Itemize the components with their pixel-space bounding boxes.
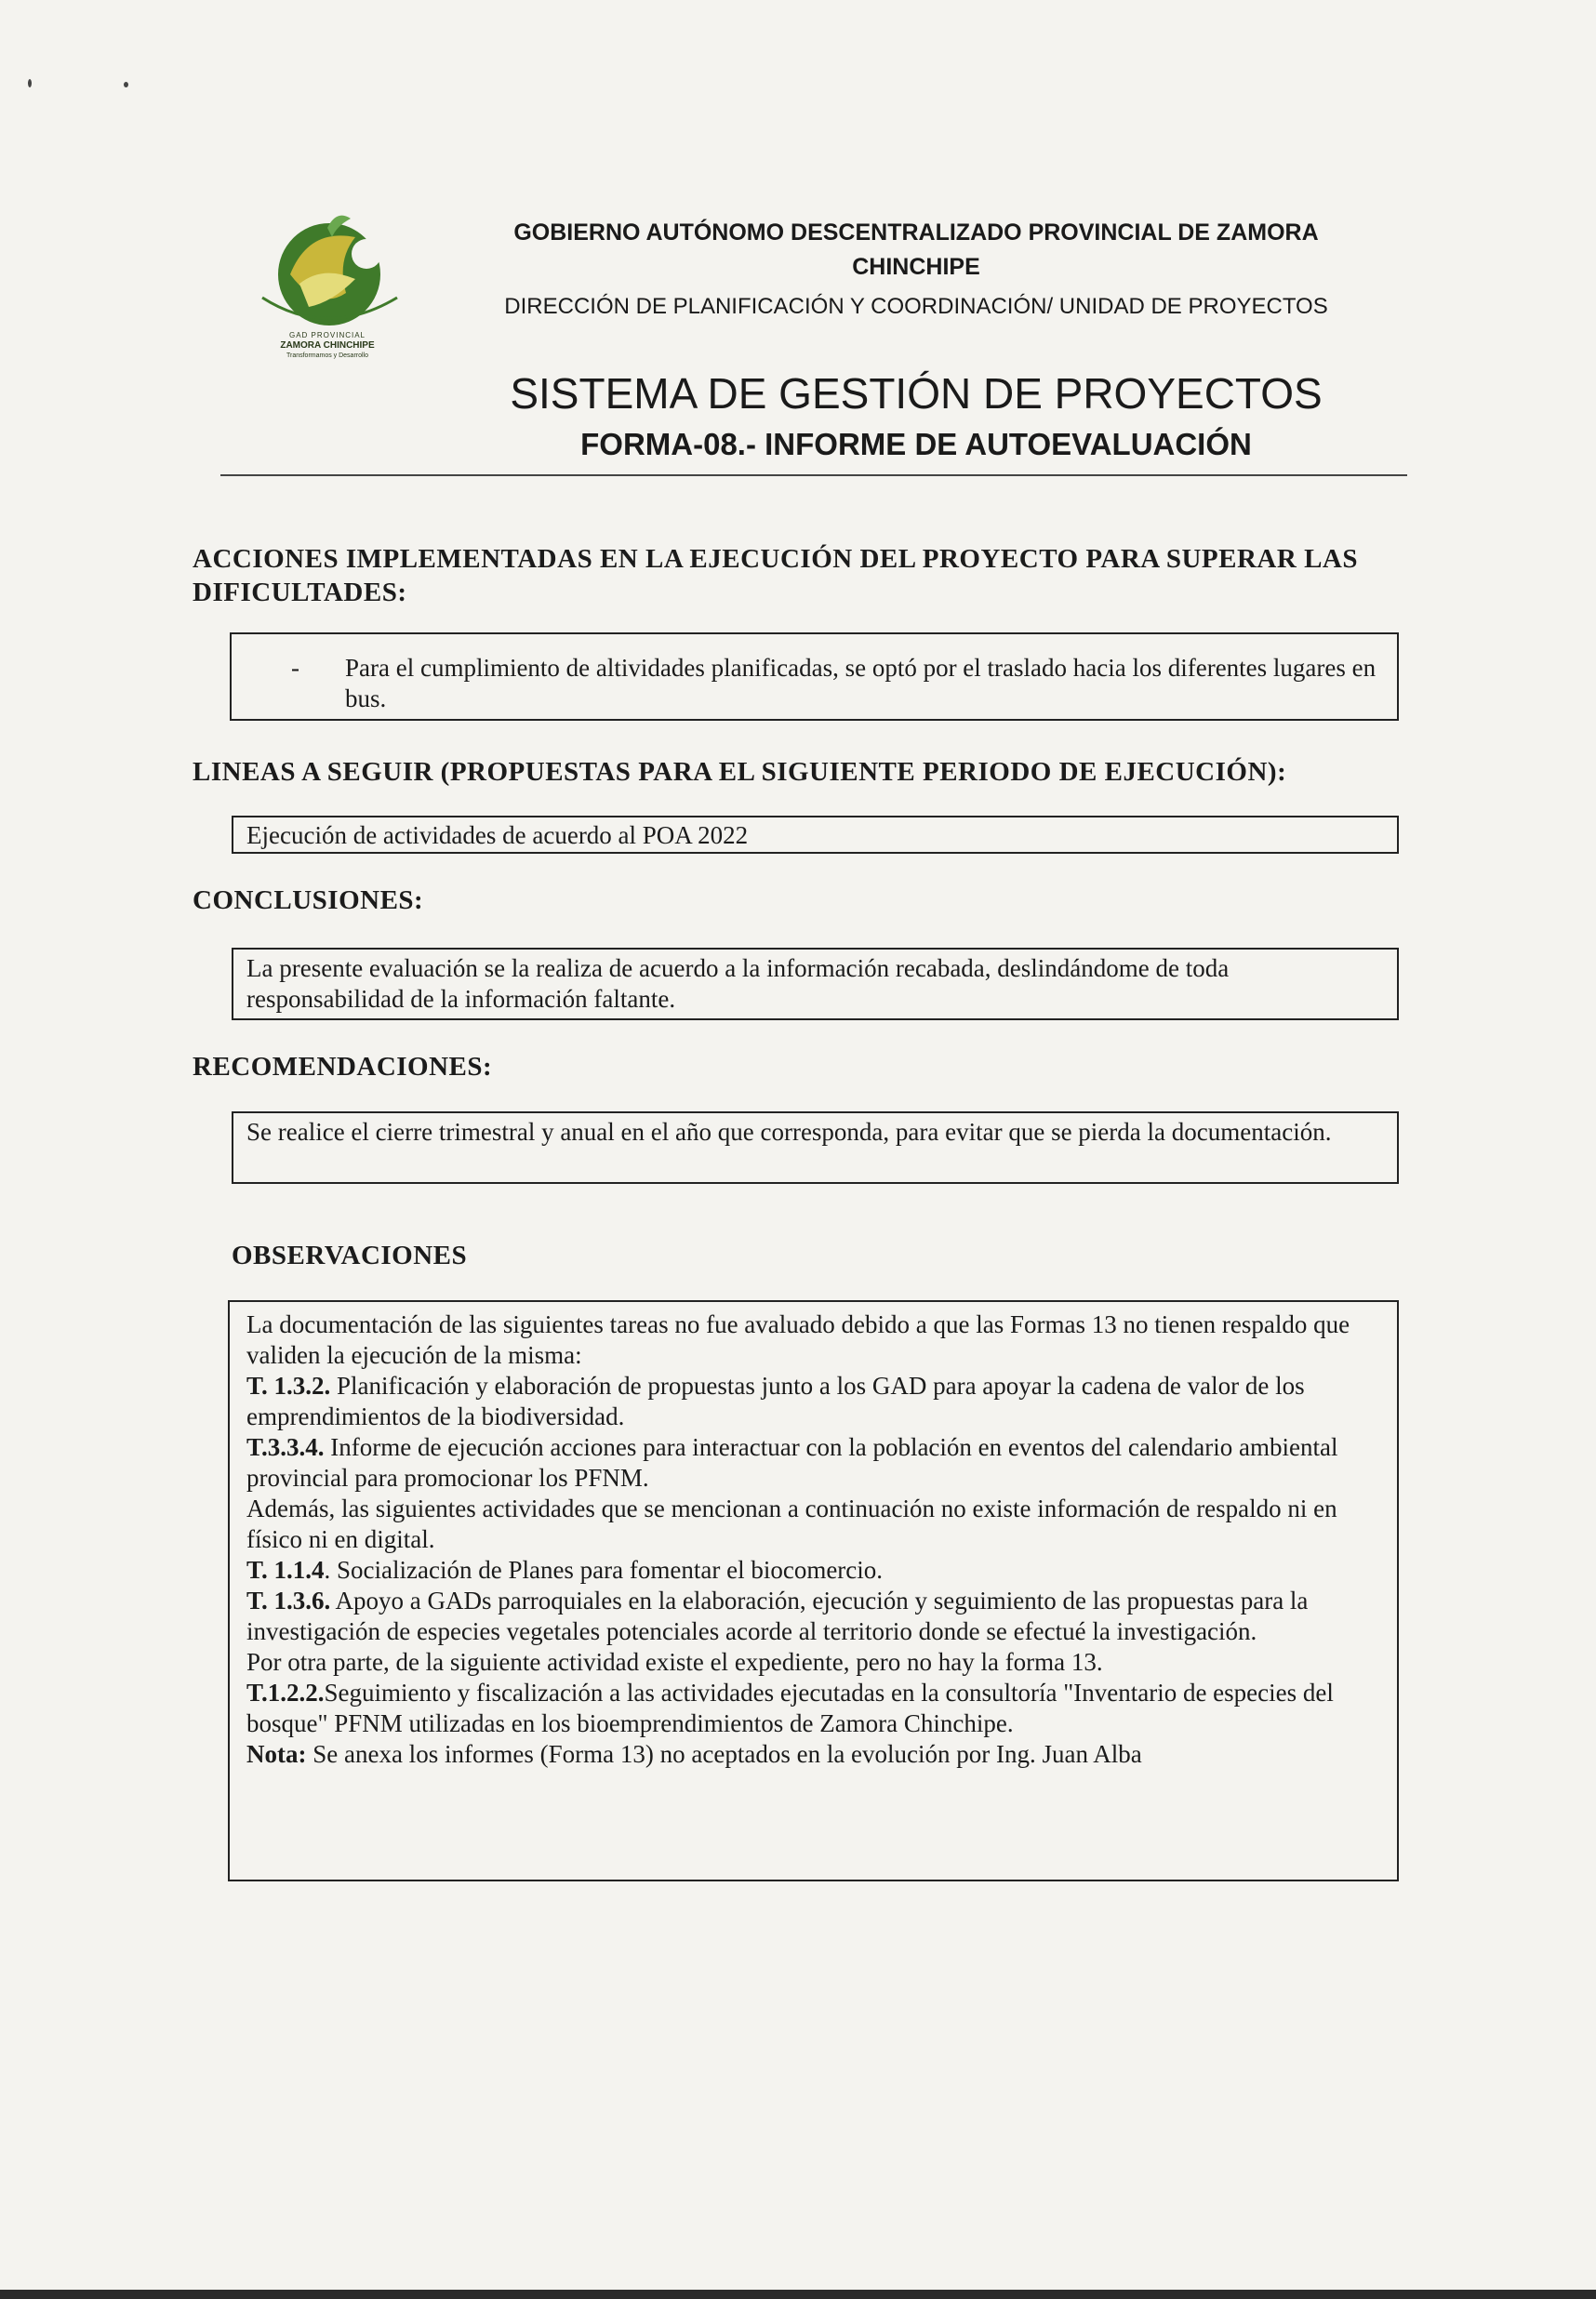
observaciones-text: Apoyo a GADs parroquiales en la elaboración, ejecución y seguimiento de las propuestas para la investigación de especies vegetales potenciales acorde al territorio donde se efectué la investigación. — [246, 1587, 1309, 1645]
observaciones-line — [246, 1647, 1384, 1678]
observaciones-line — [246, 1494, 1384, 1555]
recomendaciones-title: RECOMENDACIONES: — [193, 1052, 493, 1082]
scan-speck — [124, 82, 128, 87]
institution-name: GOBIERNO AUTÓNOMO DESCENTRALIZADO PROVINCIAL DE ZAMORA CHINCHIPE — [513, 219, 1319, 280]
observaciones-line — [246, 1309, 1384, 1371]
lineas-text: Ejecución de actividades de acuerdo al POA 2022 — [246, 821, 749, 849]
logo-caption-line: Transformamos y Desarrollo — [286, 352, 369, 359]
lineas-box — [232, 816, 1399, 854]
task-code: T. 1.3.2. — [246, 1372, 331, 1400]
form-title: FORMA-08.- INFORME DE AUTOEVALUACIÓN — [580, 427, 1252, 461]
recomendaciones-box — [232, 1111, 1399, 1184]
scan-bottom-edge — [0, 2290, 1596, 2299]
scan-speck — [28, 79, 32, 87]
task-code: T. 1.1.4 — [246, 1556, 325, 1584]
acciones-title: ACCIONES IMPLEMENTADAS EN LA EJECUCIÓN DEL PROYECTO PARA SUPERAR LAS DIFICULTADES: — [193, 544, 1358, 607]
observaciones-line — [246, 1555, 1384, 1586]
conclusiones-box — [232, 948, 1399, 1020]
direction-name: DIRECCIÓN DE PLANIFICACIÓN Y COORDINACIÓN/ UNIDAD DE PROYECTOS — [504, 294, 1328, 319]
observaciones-line — [246, 1739, 1384, 1770]
system-title: SISTEMA DE GESTIÓN DE PROYECTOS — [510, 369, 1323, 418]
logo-caption-line: GAD PROVINCIAL — [288, 331, 366, 339]
logo-caption-line: ZAMORA CHINCHIPE — [280, 340, 375, 351]
observaciones-text: Por otra parte, de la siguiente actividad existe el expediente, pero no hay la forma 13. — [246, 1648, 1103, 1676]
acciones-text: Para el cumplimiento de altividades planificadas, se optó por el traslado hacia los diferentes lugares en bus. — [345, 654, 1377, 712]
conclusiones-title: CONCLUSIONES: — [193, 885, 424, 915]
observaciones-line — [246, 1371, 1384, 1432]
observaciones-text: La documentación de las siguientes tareas no fue avaluado debido a que las Formas 13 no tienen respaldo que validen la ejecución de la misma: — [246, 1310, 1350, 1369]
observaciones-text: Informe de ejecución acciones para interactuar con la población en eventos del calendario ambiental provincial para promocionar los PFNM. — [246, 1433, 1338, 1492]
observaciones-line — [246, 1678, 1384, 1739]
observaciones-text: Además, las siguientes actividades que se mencionan a continuación no existe información de respaldo ni en físico ni en digital. — [246, 1495, 1337, 1553]
task-code: Nota: — [246, 1740, 307, 1768]
observaciones-box — [228, 1300, 1399, 1881]
task-code: T.1.2.2. — [246, 1679, 325, 1707]
observaciones-text: Planificación y elaboración de propuestas junto a los GAD para apoyar la cadena de valor de los emprendimientos de la biodiversidad. — [246, 1372, 1305, 1430]
recomendaciones-text: Se realice el cierre trimestral y anual en el año que corresponda, para evitar que se pierda la documentación. — [246, 1118, 1332, 1146]
observaciones-text: Seguimiento y fiscalización a las actividades ejecutadas en la consultoría "Inventario de especies del bosque" PFNM utilizadas en los bioemprendimientos de Zamora Chinchipe. — [246, 1679, 1334, 1737]
task-code: T. 1.3.6. — [246, 1587, 331, 1615]
gad-zamora-logo — [244, 209, 411, 349]
logo-caption — [244, 330, 411, 361]
observaciones-title: OBSERVACIONES — [232, 1241, 468, 1270]
acciones-box — [230, 632, 1399, 721]
lineas-title: LINEAS A SEGUIR (PROPUESTAS PARA EL SIGUIENTE PERIODO DE EJECUCIÓN): — [193, 757, 1287, 787]
observaciones-line — [246, 1432, 1384, 1494]
observaciones-text: Se anexa los informes (Forma 13) no aceptados en la evolución por Ing. Juan Alba — [306, 1740, 1142, 1768]
observaciones-text: . Socialización de Planes para fomentar el biocomercio. — [324, 1556, 884, 1584]
acciones-item — [291, 653, 1378, 714]
bullet-dash: - — [291, 654, 299, 682]
observaciones-line — [246, 1586, 1384, 1647]
header-divider — [220, 474, 1407, 476]
task-code: T.3.3.4. — [246, 1433, 325, 1461]
conclusiones-text: La presente evaluación se la realiza de acuerdo a la información recabada, deslindándome de toda responsabilidad de la información faltante. — [246, 954, 1230, 1013]
